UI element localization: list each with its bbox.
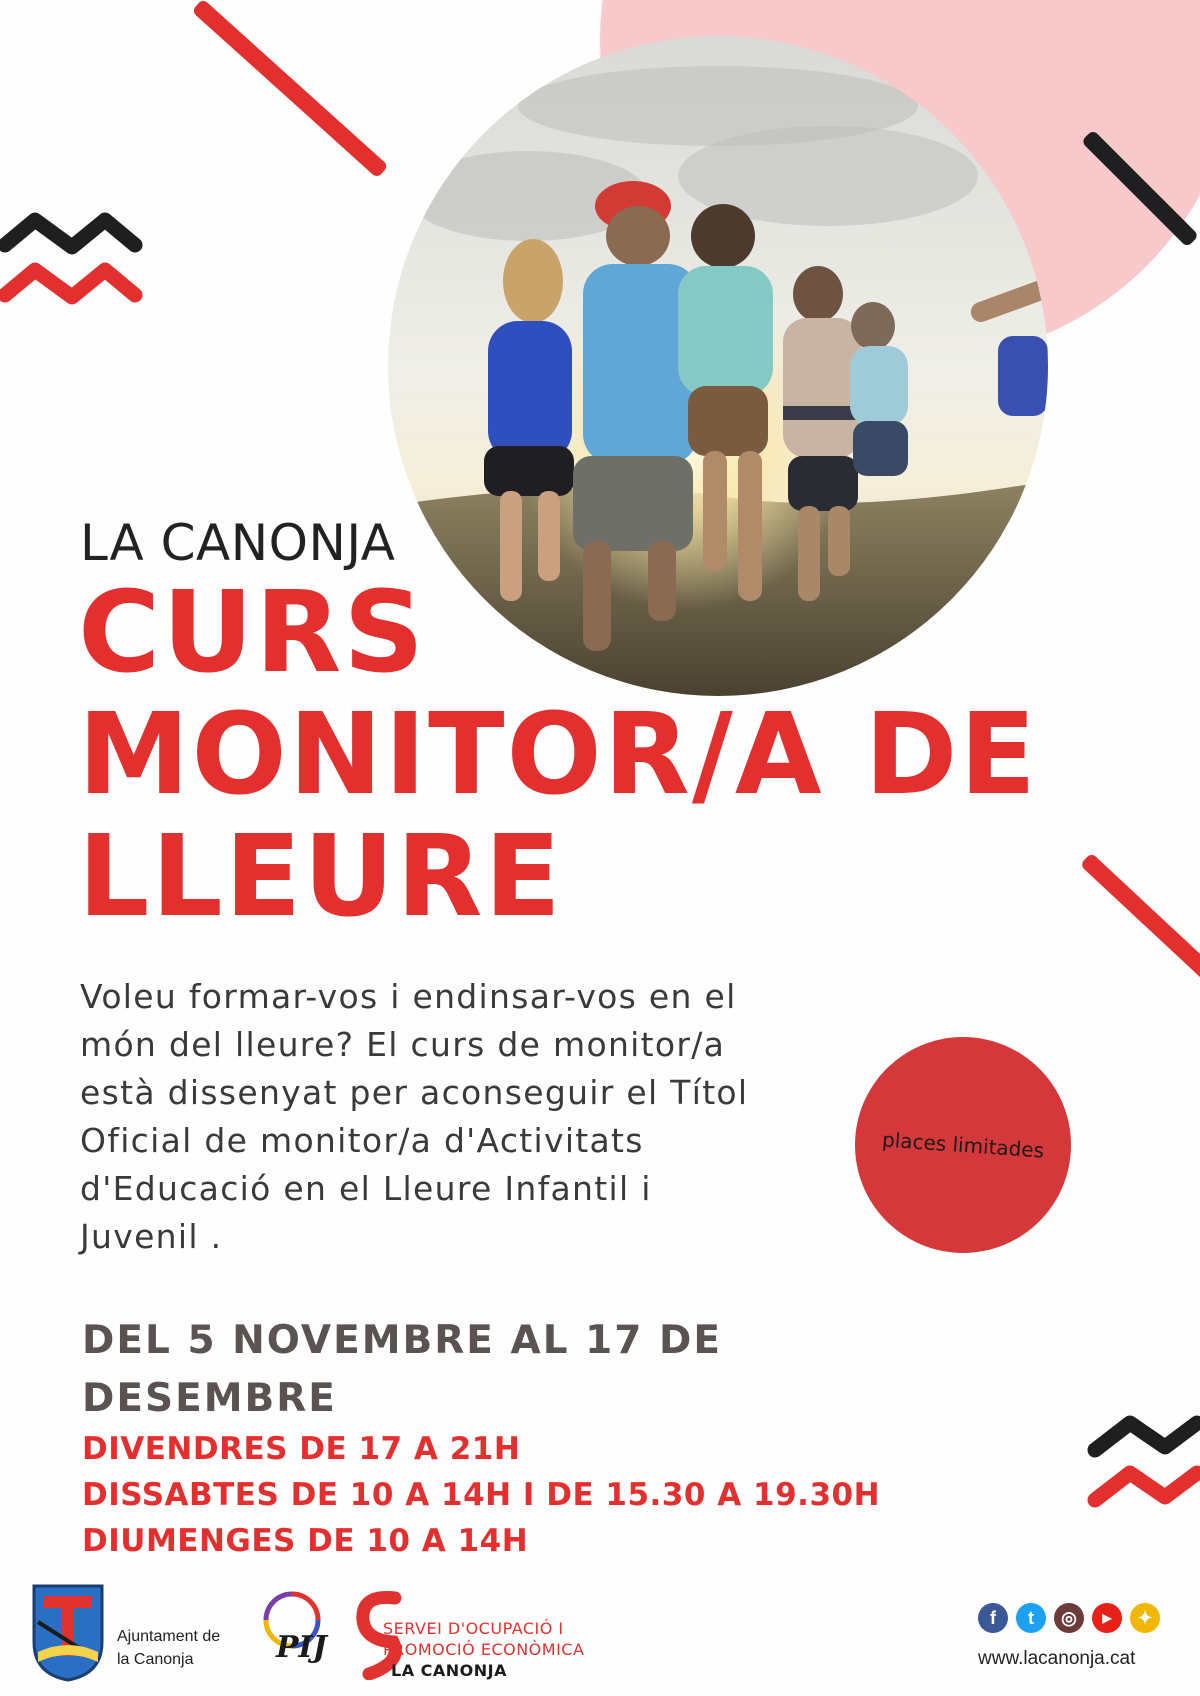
course-description <box>80 973 840 1261</box>
red-diagonal-stroke-top <box>191 0 388 178</box>
limited-places-badge <box>855 1037 1071 1253</box>
schedule-friday: DIVENDRES DE 17 A 21H <box>82 1431 521 1467</box>
dates-line: DEL 5 NOVEMBRE AL 17 DE <box>82 1318 722 1363</box>
zigzag-decor-left <box>0 205 150 315</box>
servei-line: PROMOCIÓ ECONÒMICA <box>383 1640 585 1659</box>
facebook-icon[interactable]: f <box>978 1603 1008 1633</box>
schedule-saturday: DISSABTES DE 10 A 14H I DE 15.30 A 19.30H <box>82 1477 881 1513</box>
app-icon[interactable]: ✦ <box>1130 1603 1160 1633</box>
course-title <box>78 568 1078 942</box>
ajuntament-line: Ajuntament de <box>117 1628 221 1645</box>
schedule-sunday: DIUMENGES DE 10 A 14H <box>82 1523 529 1559</box>
pij-logo-text: PIJ <box>276 1630 327 1665</box>
youtube-icon[interactable]: ▶ <box>1092 1603 1122 1633</box>
website-link[interactable]: www.lacanonja.cat <box>978 1648 1136 1669</box>
description-line: món del lleure? El curs de monitor/a <box>80 1025 726 1064</box>
red-diagonal-stroke-right <box>1080 852 1200 994</box>
servei-line: LA CANONJA <box>391 1661 507 1680</box>
title-line: LLEURE <box>78 812 563 942</box>
location-subtitle: LA CANONJA <box>80 514 396 572</box>
dates-line: DESEMBRE <box>82 1376 337 1421</box>
title-line: CURS <box>78 568 427 698</box>
description-line: està dissenyat per aconseguir el Títol <box>80 1073 749 1112</box>
description-line: Juvenil . <box>80 1217 223 1256</box>
zigzag-decor-right <box>1085 1405 1200 1515</box>
ajuntament-label <box>117 1625 220 1671</box>
ajuntament-line: la Canonja <box>117 1651 194 1668</box>
servei-ocupacio-logo <box>355 1590 585 1690</box>
description-line: d'Educació en el Lleure Infantil i <box>80 1169 652 1208</box>
badge-label: places limitades <box>881 1127 1045 1163</box>
course-dates <box>82 1312 782 1428</box>
servei-line: SERVEI D'OCUPACIÓ I <box>383 1619 564 1638</box>
description-line: Voleu formar-vos i endinsar-vos en el <box>80 977 737 1016</box>
pij-logo <box>262 1590 327 1680</box>
social-icons <box>978 1603 1160 1633</box>
instagram-icon[interactable]: ◎ <box>1054 1603 1084 1633</box>
ajuntament-coat-of-arms-icon <box>30 1582 106 1682</box>
title-line: MONITOR/A DE <box>78 690 1038 820</box>
description-line: Oficial de monitor/a d'Activitats <box>80 1121 644 1160</box>
twitter-icon[interactable]: t <box>1016 1603 1046 1633</box>
